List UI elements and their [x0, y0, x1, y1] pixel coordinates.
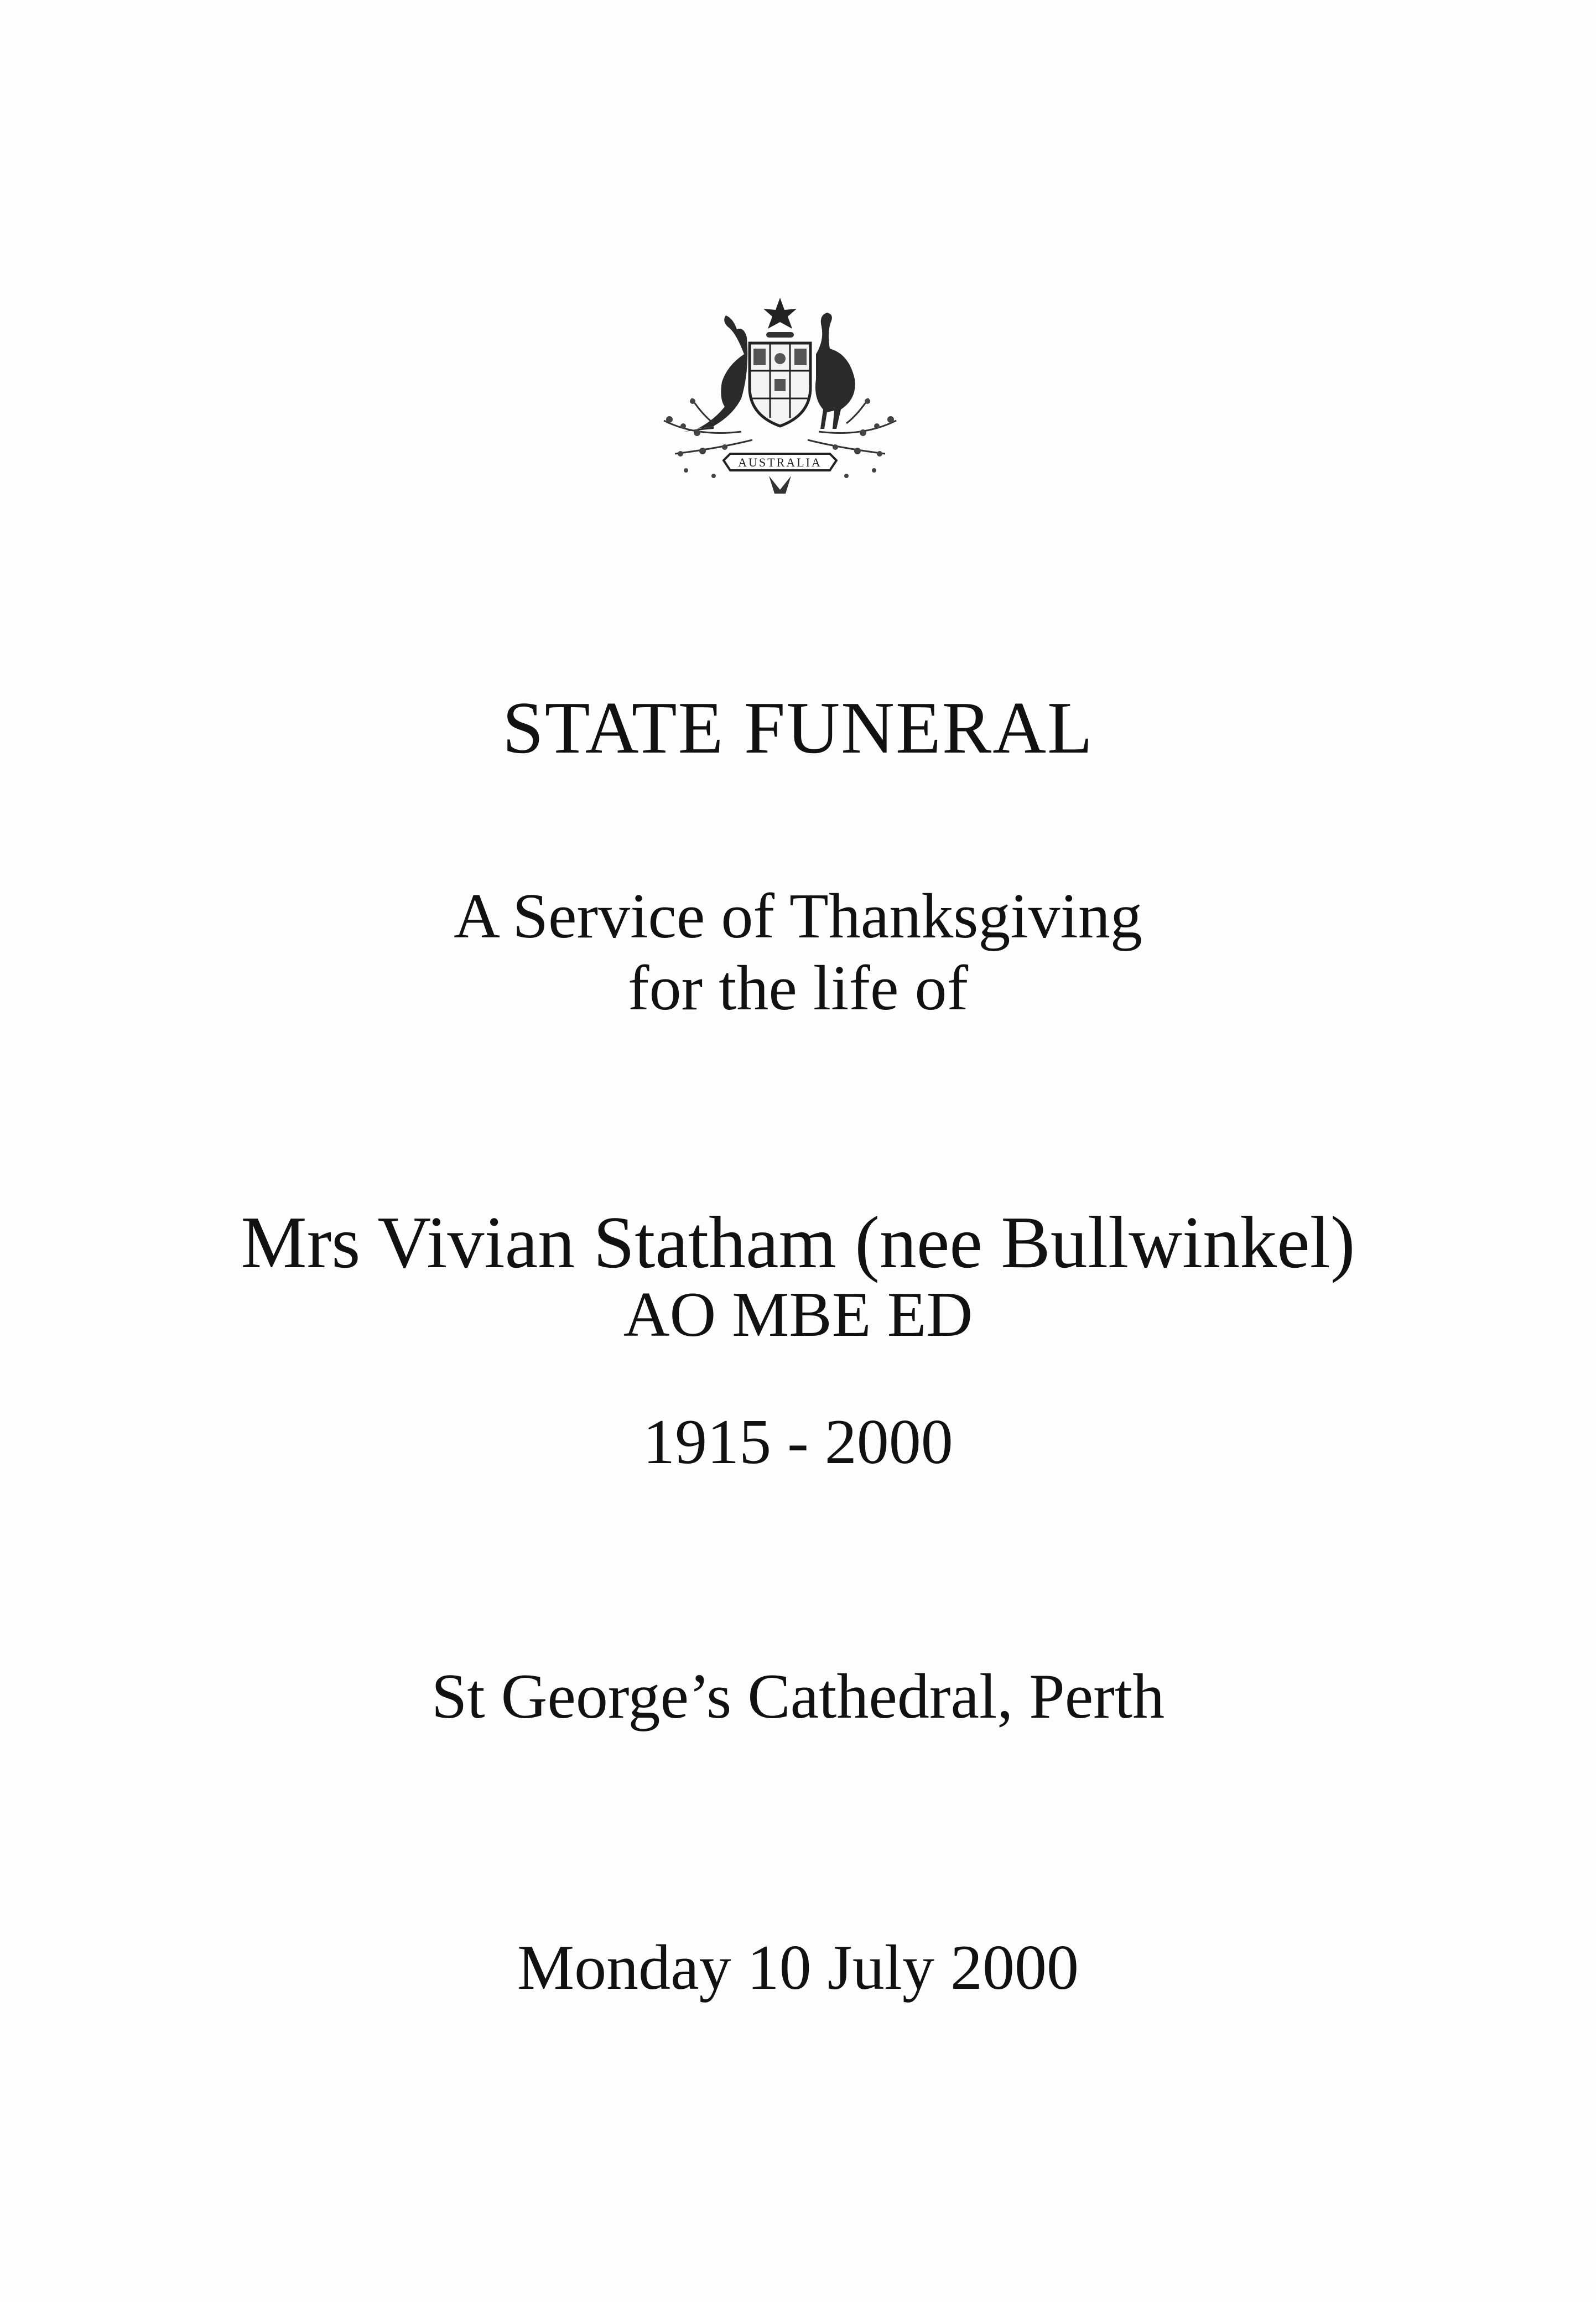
emblem-scroll-text: AUSTRALIA	[738, 455, 822, 469]
document-title: STATE FUNERAL	[502, 687, 1094, 769]
deceased-name: Mrs Vivian Statham (nee Bullwinkel)	[241, 1201, 1355, 1283]
honours: AO MBE ED	[623, 1279, 973, 1350]
service-subtitle-line-1: A Service of Thanksgiving	[454, 881, 1142, 952]
life-years: 1915 - 2000	[643, 1407, 953, 1477]
venue: St George’s Cathedral, Perth	[431, 1661, 1165, 1732]
service-subtitle-line-2: for the life of	[627, 953, 969, 1024]
service-date: Monday 10 July 2000	[517, 1932, 1079, 2003]
australian-coat-of-arms-icon	[631, 288, 929, 509]
